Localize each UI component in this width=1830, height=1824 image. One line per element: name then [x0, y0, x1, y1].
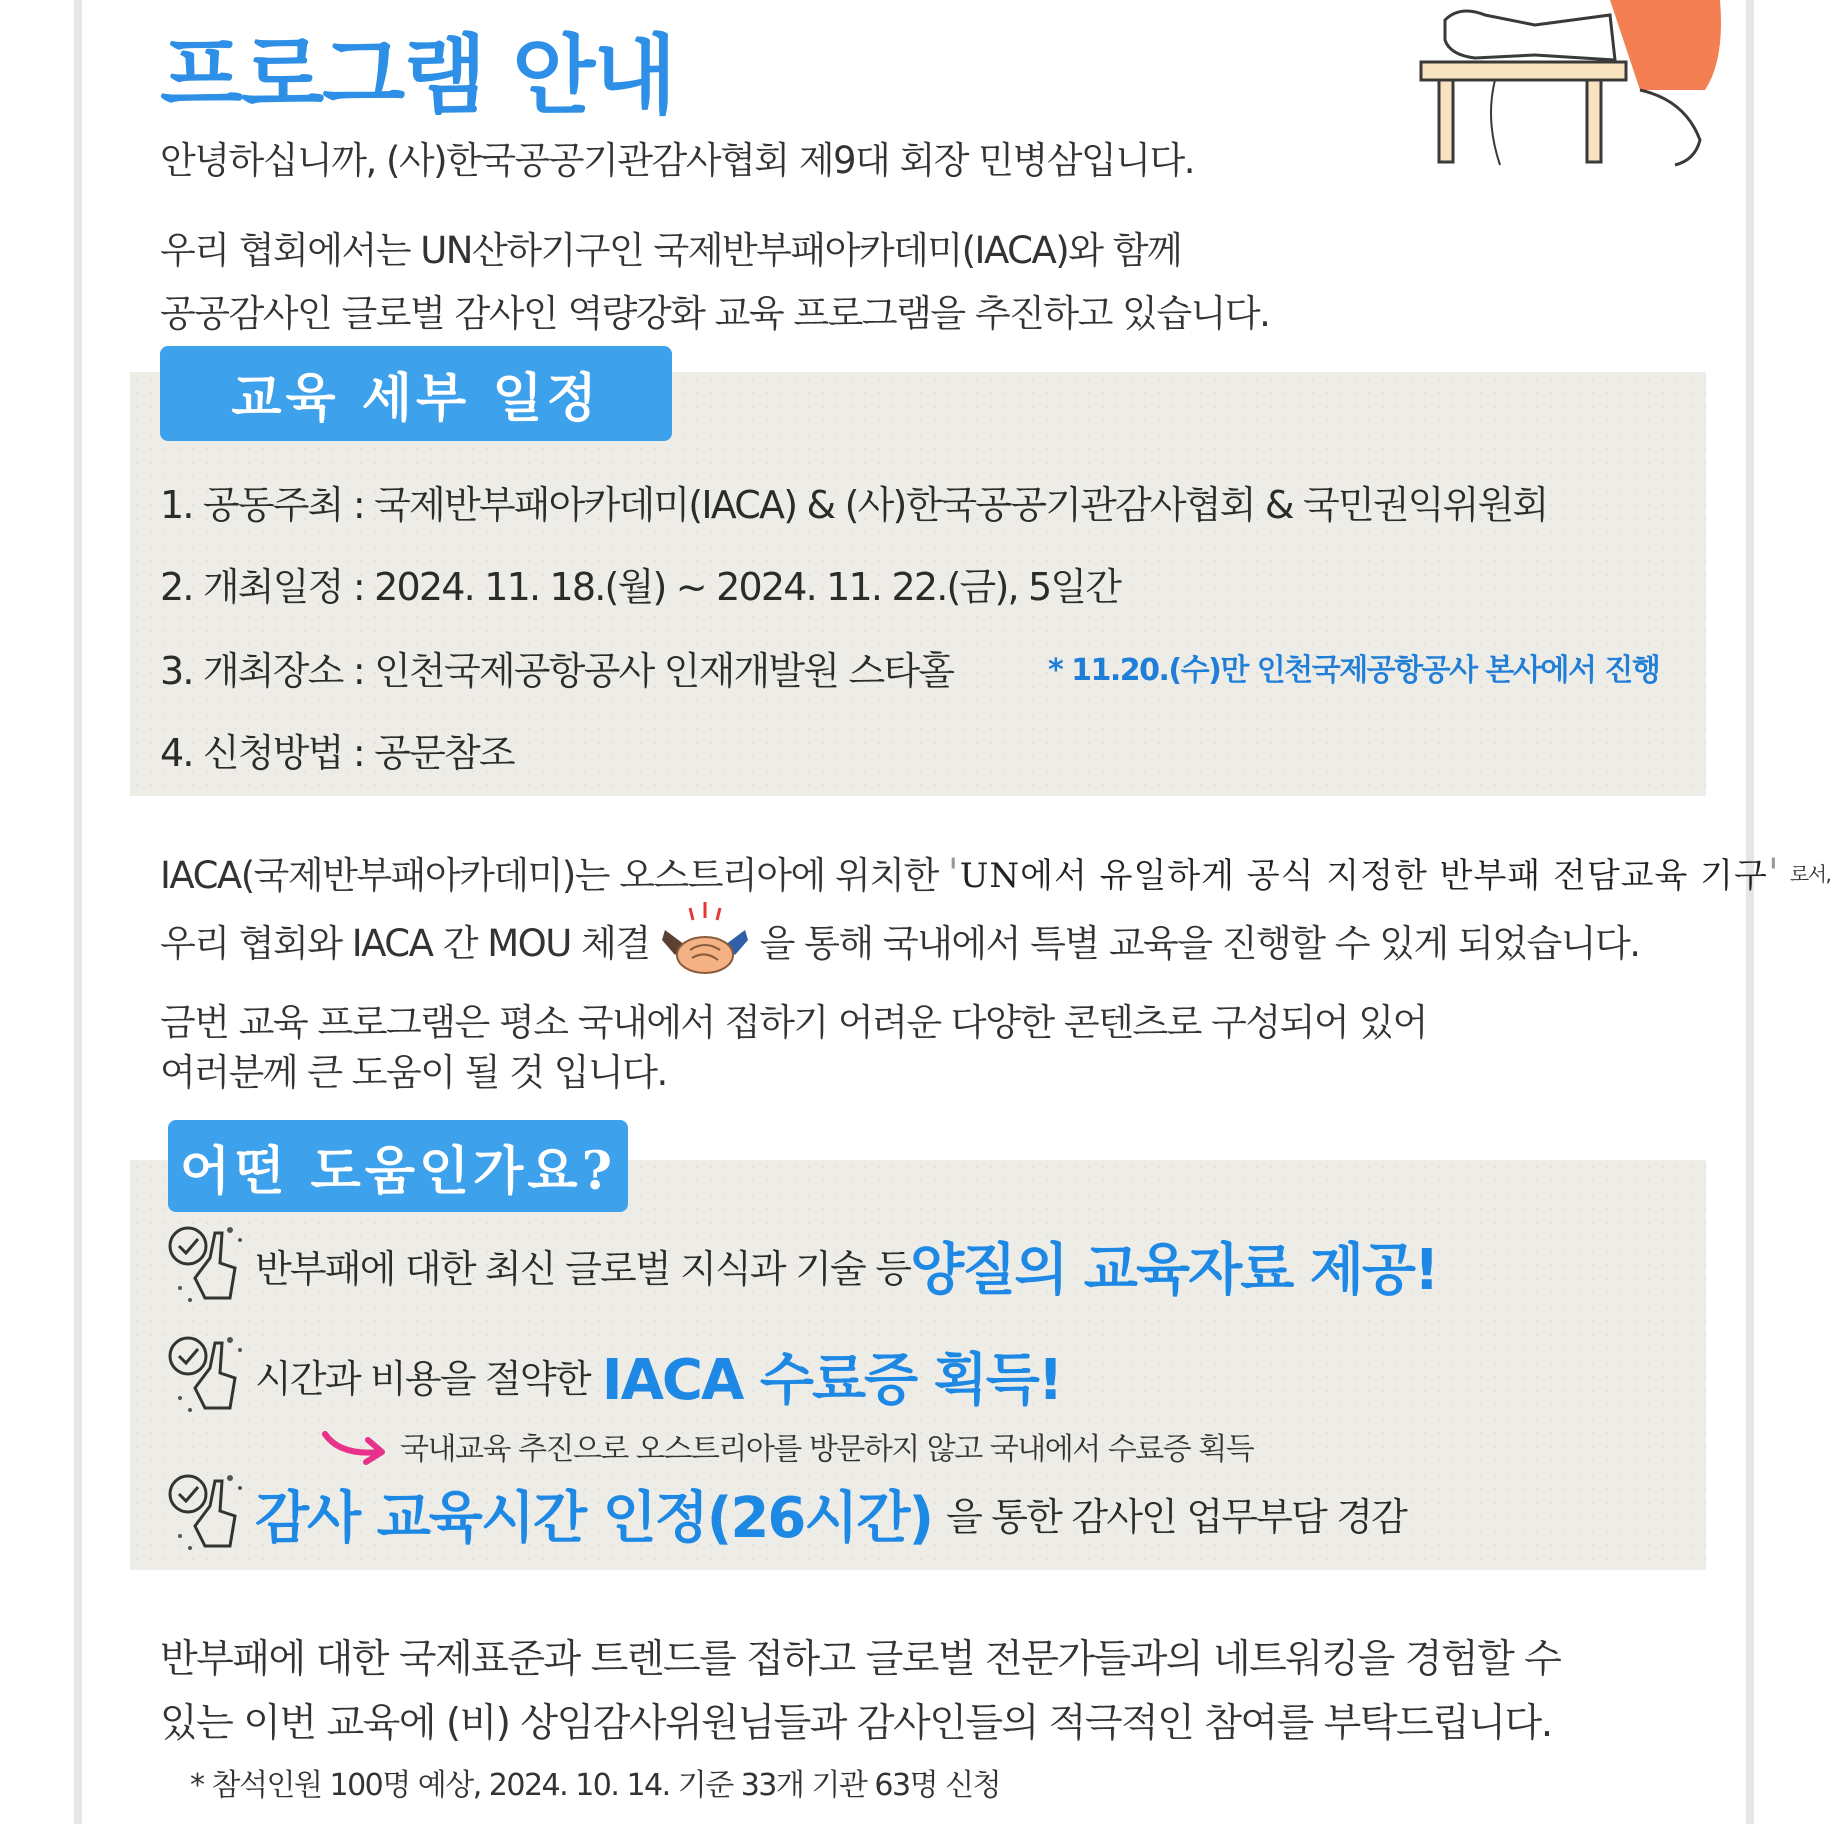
schedule-item-apply: 4. 신청방법 : 공문참조 [160, 731, 514, 775]
benefit-3-highlight: 감사 교육시간 인정(26시간) [255, 1485, 933, 1551]
about-line-2-prefix: 우리 협회와 IACA 간 MOU 체결 [160, 922, 650, 965]
schedule-item-venue: 3. 개최장소 : 인천국제공항공사 인재개발원 스타홀 [160, 649, 954, 693]
arrow-icon [320, 1426, 390, 1466]
intro-greeting: 안녕하십니까, (사)한국공공기관감사협회 제9대 회장 민병삼입니다. [160, 139, 1195, 182]
about-line-2-suffix: 을 통해 국내에서 특별 교육을 진행할 수 있게 되었습니다. [759, 922, 1640, 965]
benefit-item-2 [160, 1328, 1061, 1423]
benefit-2-highlight: IACA 수료증 획득! [601, 1347, 1062, 1413]
handshake-icon [660, 900, 750, 980]
benefit-2-note: 국내교육 추진으로 오스트리아를 방문하지 않고 국내에서 수료증 획득 [400, 1432, 1254, 1467]
page-border-left [74, 0, 82, 1824]
about-line-1 [160, 845, 1830, 899]
schedule-item-host: 1. 공동주최 : 국제반부패아카데미(IACA) & (사)한국공공기관감사협회 & 국민권익위원회 [160, 483, 1548, 527]
closing-line-1: 반부패에 대한 국제표준과 트렌드를 접하고 글로벌 전문가들과의 네트워킹을 경험할 수 [160, 1637, 1561, 1682]
about-line-3: 금번 교육 프로그램은 평소 국내에서 접하기 어려운 다양한 콘텐츠로 구성되어 있어 [160, 1001, 1427, 1044]
page-border-right [1746, 0, 1754, 1824]
schedule-tag: 교육 세부 일정 [160, 346, 672, 441]
schedule-item-dates: 2. 개최일정 : 2024. 11. 18.(월) ~ 2024. 11. 22.(금), 5일간 [160, 565, 1121, 609]
intro-line-2: 공공감사인 글로벌 감사인 역량강화 교육 프로그램을 추진하고 있습니다. [160, 292, 1270, 335]
closing-footnote: * 참석인원 100명 예상, 2024. 10. 14. 기준 33개 기관 63명 신청 [190, 1768, 1001, 1803]
benefit-1-highlight: 양질의 교육자료 제공! [910, 1237, 1438, 1303]
checklist-hand-icon [160, 1218, 255, 1313]
page-title: 프로그램 안내 [160, 26, 675, 126]
about-line-4: 여러분께 큰 도움이 될 것 입니다. [160, 1051, 667, 1094]
about-line-1-prefix: IACA(국제반부패아카데미)는 오스트리아에 위치한 [160, 854, 938, 897]
benefit-item-3 [160, 1466, 1406, 1561]
benefit-3-text: 을 통한 감사인 업무부담 경감 [946, 1495, 1407, 1539]
about-line-1-suffix: 로서, [1789, 861, 1830, 886]
desk-illustration [1415, 0, 1730, 165]
about-quote: ' UN에서 유일하게 공식 지정한 반부패 전담교육 기구 ' [948, 848, 1780, 897]
benefit-2-text: 시간과 비용을 절약한 [255, 1357, 590, 1401]
venue-note: * 11.20.(수)만 인천국제공항공사 본사에서 진행 [1048, 653, 1660, 688]
benefits-tag: 어떤 도움인가요? [168, 1120, 628, 1212]
closing-line-2: 있는 이번 교육에 (비) 상임감사위원님들과 감사인들의 적극적인 참여를 부탁드립니다. [160, 1701, 1552, 1746]
intro-line-1: 우리 협회에서는 UN산하기구인 국제반부패아카데미(IACA)와 함께 [160, 229, 1182, 272]
checklist-hand-icon [160, 1466, 255, 1561]
checklist-hand-icon [160, 1328, 255, 1423]
benefit-2-subnote [320, 1424, 1253, 1468]
about-line-2 [160, 900, 1640, 980]
benefit-item-1 [160, 1218, 1438, 1313]
benefit-1-text: 반부패에 대한 최신 글로벌 지식과 기술 등 [255, 1247, 911, 1291]
